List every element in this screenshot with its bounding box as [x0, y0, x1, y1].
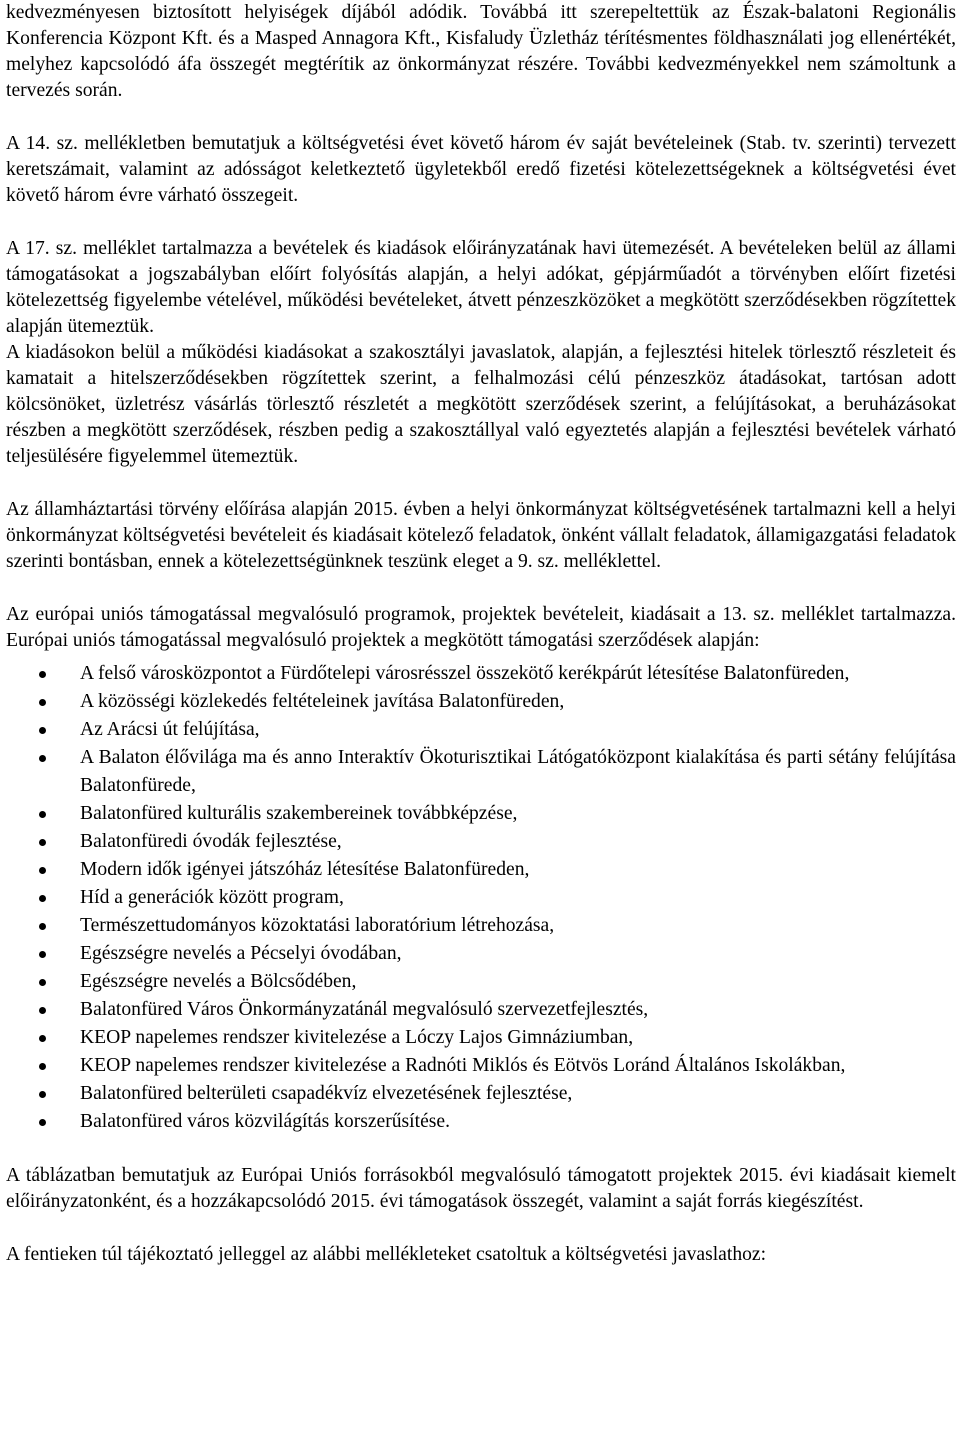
list-item — [6, 800, 956, 828]
list-item-label: Modern idők igényei játszóház létesítése Balatonfüreden, — [80, 859, 530, 880]
bullet-icon — [39, 727, 46, 734]
list-item-label: Balatonfüred belterületi csapadékvíz elvezetésének fejlesztése, — [80, 1083, 573, 1104]
document-page — [6, 0, 956, 1268]
bullet-icon — [39, 755, 46, 762]
list-item-label: Híd a generációk között program, — [80, 887, 344, 908]
bullet-icon — [39, 1007, 46, 1014]
list-item — [6, 828, 956, 856]
eu-projects-list — [6, 660, 956, 1136]
list-item — [6, 688, 956, 716]
bullet-icon — [39, 811, 46, 818]
bullet-icon — [39, 671, 46, 678]
bullet-icon — [39, 1063, 46, 1070]
bullet-icon — [39, 867, 46, 874]
bullet-icon — [39, 699, 46, 706]
bullet-icon — [39, 951, 46, 958]
list-item-label: Természettudományos közoktatási laboratórium létrehozása, — [80, 915, 555, 936]
bullet-icon — [39, 895, 46, 902]
list-item-label: A Balaton élővilága ma és anno Interaktív Ökoturisztikai Látógatóközpont kialakítása és parti sétány felújítása Balatonfürede, — [80, 747, 956, 796]
list-item — [6, 968, 956, 996]
paragraph-public-finance-law: Az államháztartási törvény előírása alapján 2015. évben a helyi önkormányzat költségvetésének tartalmazni kell a helyi önkormányzat költségvetési bevételeit és kiadásait kötelező feladatok, önként vállalt feladatok, államigazgatási feladatok szerinti bontásban, ennek a kötelezettségünknek teszünk eleget a 9. sz. melléklettel. — [6, 499, 956, 572]
list-item-label: Balatonfüred város közvilágítás korszerűsítése. — [80, 1111, 450, 1132]
bullet-icon — [39, 1119, 46, 1126]
paragraph-expenditure-scheduling: A kiadásokon belül a működési kiadásokat a szakosztályi javaslatok, alapján, a fejlesztési hitelek törlesztő részleteit és kamatait a hitelszerződésekben rögzítettek szerint, a felhalmozási célú pénzeszköz átadásokat, tartósan adott kölcsönöket, üzletrész vásárlás törlesztő részletét a megkötött szerződések szerint, a felújításokat, a beruházásokat részben a megkötött szerződések, részben pedig a szakosztállyal való egyeztetés alapján a fejlesztési bevételek várható teljesülésére figyelemmel ütemeztük. — [6, 342, 956, 467]
list-item — [6, 1080, 956, 1108]
list-item — [6, 1024, 956, 1052]
bullet-icon — [39, 1035, 46, 1042]
list-item — [6, 716, 956, 744]
bullet-icon — [39, 979, 46, 986]
list-item — [6, 1108, 956, 1136]
bullet-icon — [39, 1091, 46, 1098]
list-item — [6, 1052, 956, 1080]
paragraph-eu-projects-intro: Az európai uniós támogatással megvalósuló programok, projektek bevételeit, kiadásait a 13. sz. melléklet tartalmazza. Európai uniós támogatással megvalósuló projektek a megkötött támogatási szerződések alapján: — [6, 604, 956, 651]
list-item-label: Egészségre nevelés a Bölcsődében, — [80, 971, 357, 992]
list-item-label: Egészségre nevelés a Pécselyi óvodában, — [80, 943, 402, 964]
bullet-icon — [39, 923, 46, 930]
list-item-label: Balatonfüred Város Önkormányzatánál megvalósuló szervezetfejlesztés, — [80, 999, 649, 1020]
list-item-label: KEOP napelemes rendszer kivitelezése a Radnóti Miklós és Eötvös Loránd Általános Iskolákban, — [80, 1055, 846, 1076]
list-item — [6, 856, 956, 884]
paragraph-annex-14: A 14. sz. mellékletben bemutatjuk a költségvetési évet követő három év saját bevételeinek (Stab. tv. szerinti) tervezett keretszámait, valamint az adósságot keletkeztető ügyletekből eredő fizetési kötelezettségeknek a költségvetési évet követő három évre várható összegeit. — [6, 133, 956, 206]
list-item — [6, 660, 956, 688]
list-item-label: A felső városközpontot a Fürdőtelepi városrésszel összekötő kerékpárút létesítése Balatonfüreden, — [80, 663, 850, 684]
list-item — [6, 912, 956, 940]
paragraph-annex-17-revenues: A 17. sz. melléklet tartalmazza a bevételek és kiadások előirányzatának havi ütemezését. A bevételeken belül az állami támogatásokat a jogszabályban előírt folyósítás alapján, a helyi adókat, gépjárműadót a törvényben előírt fizetési kötelezettség figyelembe vételével, működési bevételeket, átvett pénzeszközöket a megkötött szerződésekben rögzítettek alapján ütemeztük. — [6, 238, 956, 337]
list-item-label: Az Arácsi út felújítása, — [80, 719, 260, 740]
list-item — [6, 744, 956, 800]
paragraph-attachments-intro: A fentieken túl tájékoztató jelleggel az alábbi mellékleteket csatoltuk a költségvetési javaslathoz: — [6, 1244, 767, 1265]
paragraph-exempt-premises: kedvezményesen biztosított helyiségek díjából adódik. Továbbá itt szerepeltettük az Észak-balatoni Regionális Konferencia Központ Kft. és a Masped Annagora Kft., Kisfaludy Üzletház térítésmentes földhasználati jog ellenértékét, melyhez kapcsolódó áfa összegét megtérítik az önkormányzat részére. További kedvezményekkel nem számoltunk a tervezés során. — [6, 2, 956, 101]
paragraph-eu-table-description: A táblázatban bemutatjuk az Európai Uniós forrásokból megvalósuló támogatott projektek 2015. évi kiadásait kiemelt előirányzatonként, és a hozzákapcsolódó 2015. évi támogatások összegét, valamint a saját forrás kiegészítést. — [6, 1165, 956, 1212]
list-item-label: Balatonfüredi óvodák fejlesztése, — [80, 831, 342, 852]
list-item-label: KEOP napelemes rendszer kivitelezése a Lóczy Lajos Gimnáziumban, — [80, 1027, 634, 1048]
list-item — [6, 996, 956, 1024]
list-item — [6, 884, 956, 912]
list-item — [6, 940, 956, 968]
bullet-icon — [39, 839, 46, 846]
list-item-label: A közösségi közlekedés feltételeinek javítása Balatonfüreden, — [80, 691, 565, 712]
list-item-label: Balatonfüred kulturális szakembereinek továbbképzése, — [80, 803, 518, 824]
